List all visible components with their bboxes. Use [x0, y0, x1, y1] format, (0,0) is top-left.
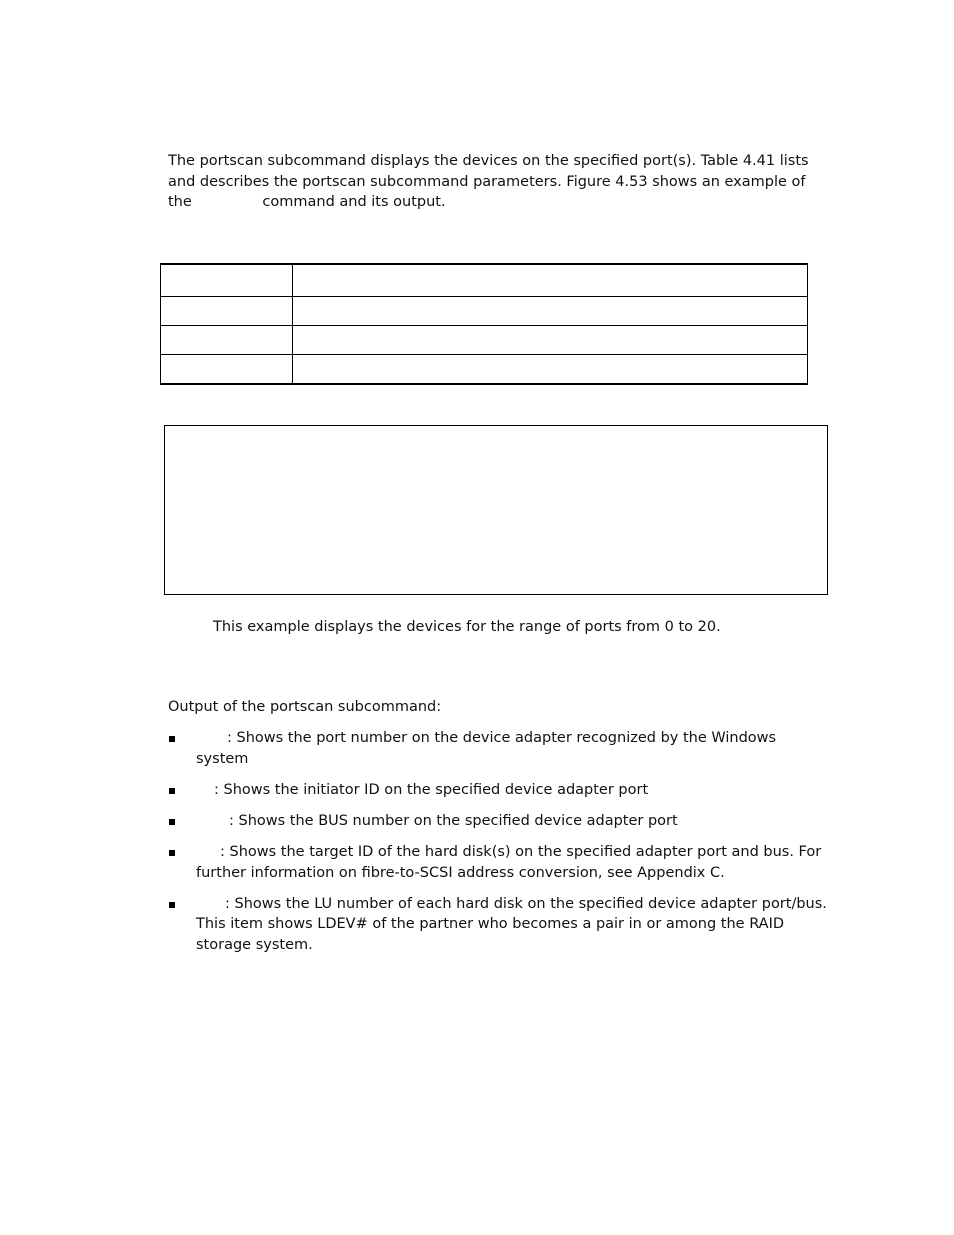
- example-note: This example displays the devices for the range of ports from 0 to 20.: [213, 619, 721, 635]
- bullet-square-icon: [169, 902, 175, 908]
- intro-text-part2: command and its output.: [262, 194, 446, 210]
- table-cell-value: [293, 355, 808, 385]
- table-row: [161, 355, 808, 385]
- list-item: [168, 842, 828, 883]
- field-description: : Shows the target ID of the hard disk(s) on the specified adapter port and bus. For further information on fibre-to-SCSI address conversion, see Appendix C.: [196, 844, 822, 881]
- bullet-square-icon: [169, 819, 175, 825]
- intro-paragraph: [168, 151, 828, 213]
- bullet-square-icon: [169, 850, 175, 856]
- bullet-square-icon: [169, 736, 175, 742]
- output-heading: Output of the portscan subcommand:: [168, 699, 442, 715]
- intro-text-part1: The portscan subcommand displays the devices on the specified port(s). Table 4.41 lists and describes the portscan subcommand parameters. Figure 4.53 shows an example of the: [168, 153, 809, 210]
- list-item: [168, 894, 828, 956]
- list-item: [168, 728, 828, 769]
- table-cell-value: [293, 326, 808, 355]
- bullet-square-icon: [169, 788, 175, 794]
- table-header-parameter: [161, 264, 293, 297]
- field-description: : Shows the LU number of each hard disk on the specified device adapter port/bus. This item shows LDEV# of the partner who becomes a pair in or among the RAID storage system.: [196, 895, 827, 953]
- portscan-parameter-table: [160, 263, 808, 385]
- output-field-list: [168, 728, 828, 955]
- field-description: : Shows the port number on the device adapter recognized by the Windows system: [196, 730, 777, 767]
- field-description: : Shows the BUS number on the specified device adapter port: [229, 813, 678, 829]
- table-row: [161, 326, 808, 355]
- list-item: [168, 811, 828, 832]
- table-header-row: [161, 264, 808, 297]
- field-description: : Shows the initiator ID on the specified device adapter port: [214, 781, 649, 798]
- table-cell-parameter: [161, 297, 293, 326]
- example-output-box: [164, 425, 828, 595]
- table-cell-parameter: [161, 355, 293, 385]
- table-cell-parameter: [161, 326, 293, 355]
- list-item: [168, 780, 828, 801]
- table-row: [161, 297, 808, 326]
- table-header-value: [293, 264, 808, 297]
- table-cell-value: [293, 297, 808, 326]
